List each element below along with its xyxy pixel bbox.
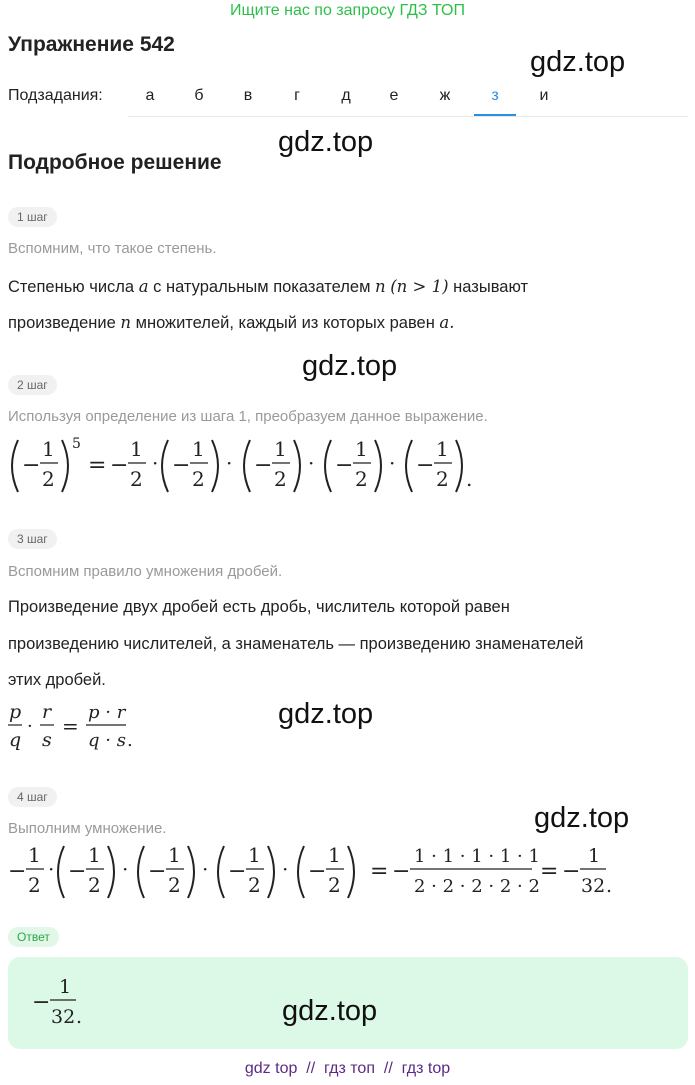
tab-subtask-zh[interactable]: ж (439, 87, 451, 104)
svg-text:p: p (9, 701, 22, 723)
svg-text:1: 1 (588, 845, 601, 867)
step-text-line: Произведение двух дробей есть дробь, числитель которой равен (8, 598, 510, 616)
svg-text:−: − (22, 453, 41, 478)
svg-text:2: 2 (274, 467, 287, 491)
formula-multiplication (0, 838, 695, 908)
svg-text:−: − (110, 453, 129, 478)
formula-fraction-rule (0, 698, 200, 754)
svg-text:−: − (308, 859, 327, 884)
svg-text:2: 2 (328, 873, 341, 897)
footer-links[interactable]: gdz top // гдз топ // гдз top (244, 1060, 451, 1077)
svg-text:=: = (88, 453, 107, 478)
tab-subtask-d[interactable]: д (341, 87, 351, 104)
svg-text:·: · (226, 451, 233, 475)
svg-text:=: = (370, 859, 389, 884)
svg-text:1: 1 (28, 843, 41, 867)
step-hint: Вспомним, что такое степень. (8, 240, 217, 257)
formula-power-expansion (0, 430, 695, 500)
svg-text:1: 1 (168, 843, 181, 867)
svg-text:1: 1 (88, 843, 101, 867)
watermark: gdz.top (530, 46, 626, 78)
svg-text:1: 1 (436, 437, 449, 461)
svg-text:2: 2 (130, 467, 143, 491)
step-hint: Используя определение из шага 1, преобразуем данное выражение. (8, 408, 488, 425)
svg-text:2: 2 (168, 873, 181, 897)
svg-text:−: − (562, 859, 581, 884)
tab-subtask-a[interactable]: а (145, 87, 155, 104)
step-badge: 3 шаг (8, 529, 57, 549)
answer-badge: Ответ (8, 927, 59, 947)
svg-text:·: · (308, 451, 315, 475)
svg-text:q: q (9, 729, 22, 751)
svg-text:2: 2 (248, 873, 261, 897)
svg-text:·: · (48, 857, 55, 881)
svg-text:·: · (27, 716, 33, 737)
section-title: Подробное решение (8, 151, 222, 174)
tab-subtask-v[interactable]: в (243, 87, 253, 104)
svg-text:−: − (228, 859, 247, 884)
svg-text:−: − (32, 990, 51, 1015)
tab-subtask-z[interactable]: з (474, 87, 516, 105)
answer-box (8, 957, 688, 1049)
svg-text:·: · (122, 857, 129, 881)
tab-subtask-b[interactable]: б (194, 87, 204, 104)
svg-text:1: 1 (59, 976, 72, 998)
svg-text:−: − (8, 859, 27, 884)
svg-text:.: . (466, 467, 473, 491)
svg-text:5: 5 (72, 436, 81, 452)
svg-text:.: . (76, 1006, 83, 1028)
svg-text:2: 2 (355, 467, 368, 491)
step-badge: 4 шаг (8, 787, 57, 807)
tab-subtask-i[interactable]: и (539, 87, 549, 104)
svg-text:1: 1 (328, 843, 341, 867)
svg-text:r: r (42, 701, 52, 723)
watermark: gdz.top (534, 802, 630, 834)
page-title: Упражнение 542 (8, 33, 175, 56)
step-text-line: Степенью числа a с натуральным показателем n (n > 1) называют (8, 277, 529, 296)
svg-text:.: . (606, 875, 613, 897)
svg-text:2 · 2 · 2 · 2 · 2: 2 · 2 · 2 · 2 · 2 (414, 876, 540, 897)
svg-text:−: − (392, 859, 411, 884)
svg-text:−: − (68, 859, 87, 884)
step-hint: Выполним умножение. (8, 820, 167, 837)
svg-text:=: = (540, 859, 559, 884)
svg-text:·: · (152, 451, 159, 475)
step-badge: 2 шаг (8, 375, 57, 395)
svg-text:1: 1 (130, 437, 143, 461)
svg-text:·: · (389, 451, 396, 475)
svg-text:1: 1 (42, 437, 55, 461)
subtasks-label: Подзадания: (8, 87, 103, 104)
top-banner[interactable]: Ищите нас по запросу ГДЗ ТОП (230, 2, 465, 19)
svg-text:−: − (416, 453, 435, 478)
watermark: gdz.top (278, 126, 374, 158)
svg-text:·: · (282, 857, 289, 881)
svg-text:q · s: q · s (88, 730, 126, 751)
step-text-line: этих дробей. (8, 671, 106, 689)
step-text-line: произведение n множителей, каждый из которых равен a. (8, 313, 455, 332)
watermark: gdz.top (302, 350, 398, 382)
svg-text:1: 1 (355, 437, 368, 461)
tab-subtask-e[interactable]: е (389, 87, 399, 104)
svg-text:=: = (62, 714, 79, 738)
svg-text:−: − (254, 453, 273, 478)
svg-text:·: · (202, 857, 209, 881)
svg-text:−: − (172, 453, 191, 478)
svg-text:32: 32 (51, 1006, 76, 1028)
svg-text:2: 2 (88, 873, 101, 897)
svg-text:2: 2 (42, 467, 55, 491)
step-hint: Вспомним правило умножения дробей. (8, 563, 283, 580)
step-badge: 1 шаг (8, 207, 57, 227)
svg-text:1: 1 (192, 437, 205, 461)
svg-text:1 · 1 · 1 · 1 · 1: 1 · 1 · 1 · 1 · 1 (414, 846, 540, 867)
watermark: gdz.top (278, 698, 374, 730)
svg-text:.: . (127, 730, 133, 751)
svg-text:1: 1 (248, 843, 261, 867)
svg-text:s: s (42, 729, 52, 751)
svg-text:2: 2 (436, 467, 449, 491)
svg-text:p · r: p · r (88, 702, 126, 723)
step-text-line: произведению числителей, а знаменатель — произведению знаменателей (8, 635, 584, 653)
watermark: gdz.top (282, 995, 378, 1027)
tab-subtask-g[interactable]: г (294, 87, 300, 104)
svg-text:2: 2 (28, 873, 41, 897)
answer-formula (30, 975, 110, 1035)
subtasks-tabs (128, 80, 688, 117)
svg-text:1: 1 (274, 437, 287, 461)
svg-text:−: − (335, 453, 354, 478)
svg-text:2: 2 (192, 467, 205, 491)
svg-text:−: − (148, 859, 167, 884)
svg-text:32: 32 (581, 875, 606, 897)
